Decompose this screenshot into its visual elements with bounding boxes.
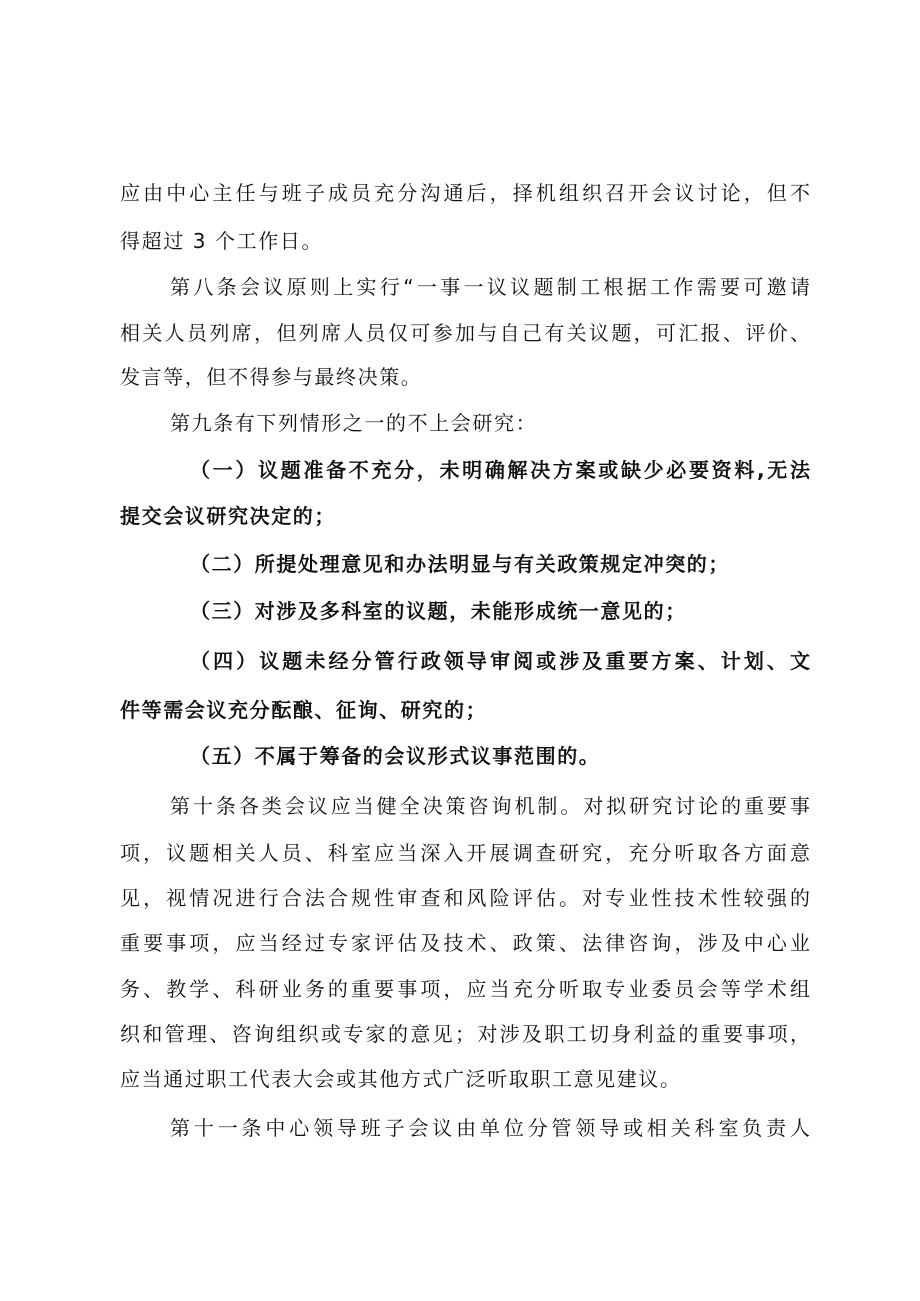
text-line: 应当通过职工代表大会或其他方式广泛听取职工意见建议。 (120, 1067, 682, 1091)
article-9-start: 第九条有下列情形之一的不上会研究： (170, 411, 538, 435)
article-8-start: 第八条会议原则上实行“一事一议议题制工根据工作需要可邀请 (170, 275, 810, 299)
text-line: 项，议题相关人员、科室应当深入开展调查研究，充分听取各方面意 (120, 841, 810, 865)
text-line: 发言等，但不得参与最终决策。 (120, 365, 423, 389)
list-item-1: （一）议题准备不充分，未明确解决方案或缺少必要资料,无法 (190, 458, 810, 482)
text-line: 应由中心主任与班子成员充分沟通后，择机组织召开会议讨论，但不 (120, 181, 810, 205)
list-item-4-cont: 件等需会议充分酝酿、征询、研究的； (120, 698, 488, 722)
article-10-start: 第十条各类会议应当健全决策咨询机制。对拟研究讨论的重要事 (170, 794, 810, 818)
text-line: 相关人员列席，但列席人员仅可参加与自己有关议题，可汇报、评价、 (120, 321, 810, 345)
text-line: 见，视情况进行合法合规性审查和风险评估。对专业性技术性较强的 (120, 886, 810, 910)
list-item-3: （三）对涉及多科室的议题，未能形成统一意见的； (190, 599, 687, 623)
article-11-start: 第十一条中心领导班子会议由单位分管领导或相关科室负责人 (170, 1116, 810, 1140)
text-line: 重要事项，应当经过专家评估及技术、政策、法律咨询，涉及中心业 (120, 931, 810, 955)
list-item-1-cont: 提交会议研究决定的； (120, 504, 336, 528)
text-line: 织和管理、咨询组织或专家的意见；对涉及职工切身利益的重要事项， (120, 1022, 810, 1046)
text-line: 务、教学、科研业务的重要事项，应当充分听取专业委员会等学术组 (120, 977, 810, 1001)
text-line: 得超过 3 个工作日。 (120, 229, 324, 253)
list-item-5: （五）不属于筹备的会议形式议事范围的。 (190, 744, 601, 768)
list-item-4: （四）议题未经分管行政领导审阅或涉及重要方案、计划、文 (190, 649, 810, 673)
list-item-2: （二）所提处理意见和办法明显与有关政策规定冲突的； (190, 552, 730, 576)
